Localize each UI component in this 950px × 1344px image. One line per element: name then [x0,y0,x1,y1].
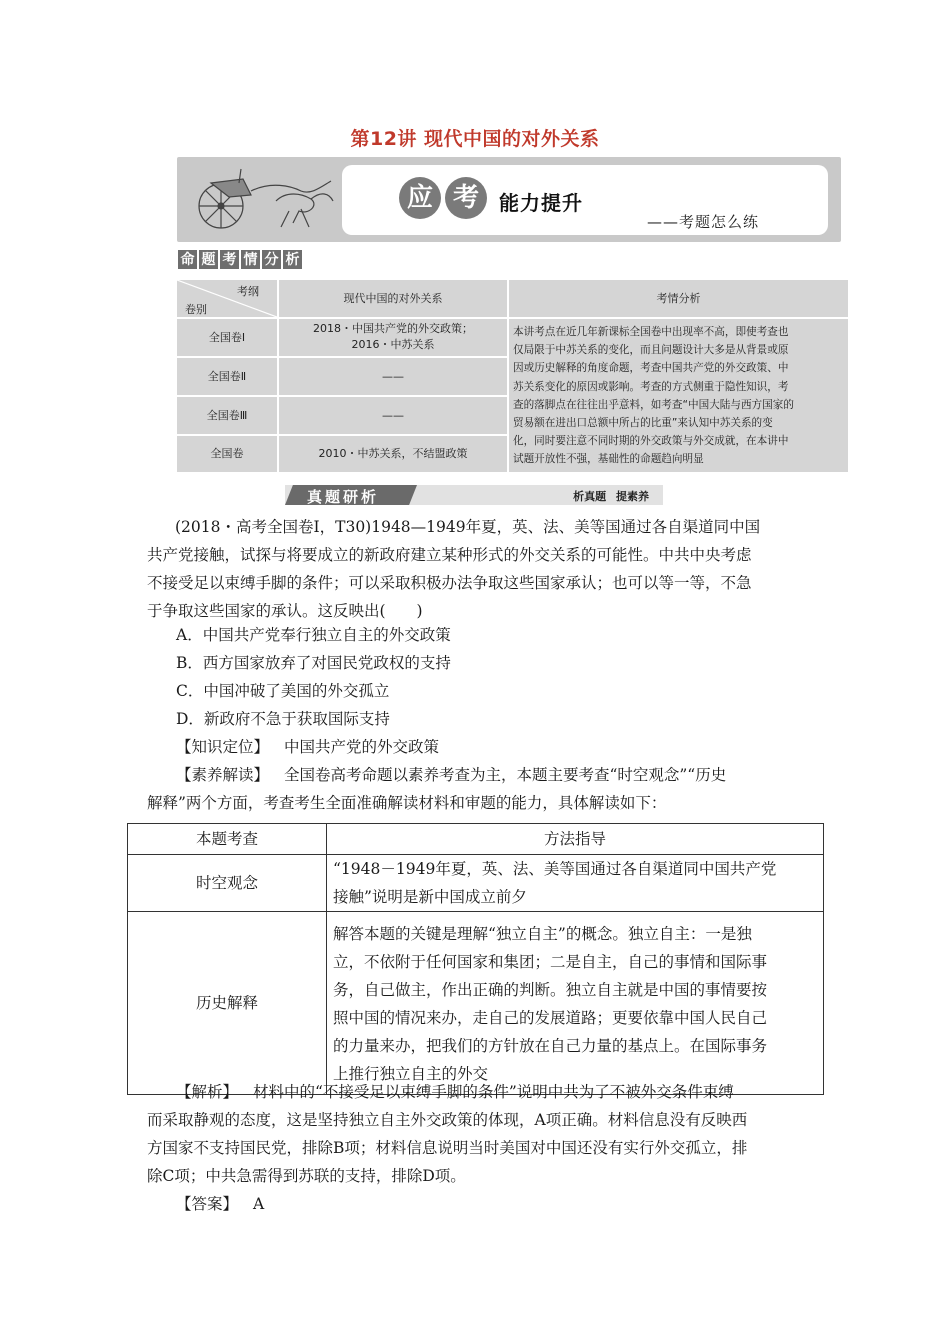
guidance-line: 务，自己做主，作出正确的判断。独立自主就是中国的事情要按 [333,981,768,999]
paper-topics: —— [382,409,404,422]
banner-tagline: ——考题怎么练 [647,213,760,231]
literacy-tag: 【素养解读】 [176,766,270,784]
option-c: C．中国冲破了美国的外交孤立 [176,682,390,700]
label-char: 析 [282,249,303,270]
question-line: 于争取这些国家的承认。这反映出( ) [147,602,423,620]
column-header-analysis: 考情分析 [656,292,701,305]
corner-label-bottom: 卷别 [185,303,207,316]
banner-subtitle: 能力提升 [499,191,583,215]
guidance-line: 接触”说明是新中国成立前夕 [333,888,527,906]
label-char: 情 [240,249,261,270]
paper-name: 全国卷Ⅰ [208,331,246,344]
paper-topic-line: 2016・中苏关系 [351,338,435,351]
section-bar-label: 真题研析 [307,488,380,506]
label-char: 考 [219,249,240,270]
method-aspect: 历史解释 [128,912,327,1095]
analysis-line: 除C项；中共急需得到苏联的支持，排除D项。 [147,1167,466,1185]
knowledge-position [176,733,439,761]
paper-name: 全国卷Ⅱ [207,370,247,383]
section-bar-exam-study [285,485,663,505]
corner-label-top: 考纲 [237,285,259,298]
paper-topic-line: 2018・中国共产党的外交政策； [313,322,473,335]
knowledge-tag: 【知识定位】 [176,738,270,756]
literacy-line: 解释”两个方面，考查考生全面准确解读材料和审题的能力，具体解读如下： [147,794,667,812]
guidance-line: “1948－1949年夏，英、法、美等国通过各自渠道同中国共产党 [333,860,777,878]
analysis-text [513,323,848,469]
analysis-line: 贸易额在进出口总额中所占的比重”来认知中苏关系的变 [513,417,773,430]
method-guidance [327,855,824,912]
option-b: B．西方国家放弃了对国民党政权的支持 [176,654,451,672]
solution-analysis [147,1078,827,1190]
banner-char-kao: 考 [445,177,487,219]
section-label-analysis [177,249,303,271]
analysis-line: 方国家不支持国民党，排除B项；材料信息说明当时美国对中国还没有实行外交孤立，排 [147,1139,748,1157]
guidance-line: 的力量来办，把我们的方针放在自己力量的基点上。在国际事务 [333,1037,768,1055]
method-table-header: 本题考查 [128,824,327,855]
answer-value: A [252,1195,265,1213]
label-char: 题 [198,249,219,270]
label-char: 分 [261,249,282,270]
label-char: 命 [177,249,198,270]
question-line: (2018・高考全国卷Ⅰ，T30)1948—1949年夏，英、法、美等国通过各自渠道同中国 [175,518,761,536]
column-header-topic: 现代中国的对外关系 [343,292,443,305]
guidance-line: 解答本题的关键是理解“独立自主”的概念。独立自主：一是独 [333,925,752,943]
analysis-line: 化，同时要注意不同时期的外交政策与外交成就，在本讲中 [513,435,789,448]
answer [176,1190,264,1218]
paper-topics [279,321,507,353]
analysis-line: 苏关系变化的原因或影响。考查的方式侧重于隐性知识，考 [513,380,789,393]
question-stem [147,513,827,625]
analysis-line: 材料中的“不接受足以束缚手脚的条件”说明中共为了不被外交条件束缚 [252,1083,734,1101]
page-title: 第12讲 现代中国的对外关系 [350,128,600,150]
method-aspect: 时空观念 [128,855,327,912]
analysis-line: 而采取静观的态度，这是坚持独立自主外交政策的体现，A项正确。材料信息没有反映西 [147,1111,748,1129]
knowledge-text: 中国共产党的外交政策 [283,738,439,756]
guidance-line: 照中国的情况来办，走自己的发展道路；更要依靠中国人民自己 [333,1009,768,1027]
paper-name: 全国卷Ⅲ [206,409,248,422]
answer-tag: 【答案】 [176,1195,239,1213]
guidance-line: 上推行独立自主的外交 [333,1065,489,1083]
question-line: 共产党接触，试探与将要成立的新政府建立某种形式的外交关系的可能性。中共中央考虑 [147,546,752,564]
banner-char-ying: 应 [399,177,441,219]
literacy-line: 全国卷高考命题以素养考查为主，本题主要考查“时空观念”“历史 [283,766,727,784]
analysis-line: 试题开放性不强，基础性的命题趋向明显 [513,453,704,466]
analysis-line: 查的落脚点在往往出乎意料，如考查“中国大陆与西方国家的 [513,398,794,411]
analysis-line: 本讲考点在近几年新课标全国卷中出现率不高，即使考查也 [513,326,789,338]
analysis-line: 因或历史解释的角度命题，考查中国共产党的外交政策、中 [513,362,789,375]
analysis-tag: 【解析】 [176,1083,239,1101]
section-banner [177,157,841,242]
paper-name: 全国卷 [210,447,244,460]
option-a: A．中国共产党奉行独立自主的外交政策 [176,626,451,644]
method-table [127,823,824,1095]
exam-analysis-table [177,280,848,472]
option-d: D．新政府不急于获取国际支持 [176,710,390,728]
literacy-interpretation [147,761,827,817]
guidance-line: 立，不依附于任何国家和集团；二是自主，自己的事情和国际事 [333,953,768,971]
question-line: 不接受足以束缚手脚的条件；可以采取积极办法争取这些国家承认；也可以等一等，不急 [147,574,752,592]
paper-topics: —— [382,370,404,383]
paper-topics: 2010・中苏关系，不结盟政策 [318,447,468,460]
analysis-line: 仅局限于中苏关系的变化，而且问题设计大多是从背景或原 [513,344,789,357]
chariot-illustration [181,161,341,239]
method-guidance [327,912,824,1095]
section-bar-right-text: 析真题 提素养 [573,490,649,503]
method-table-header: 方法指导 [327,824,824,855]
